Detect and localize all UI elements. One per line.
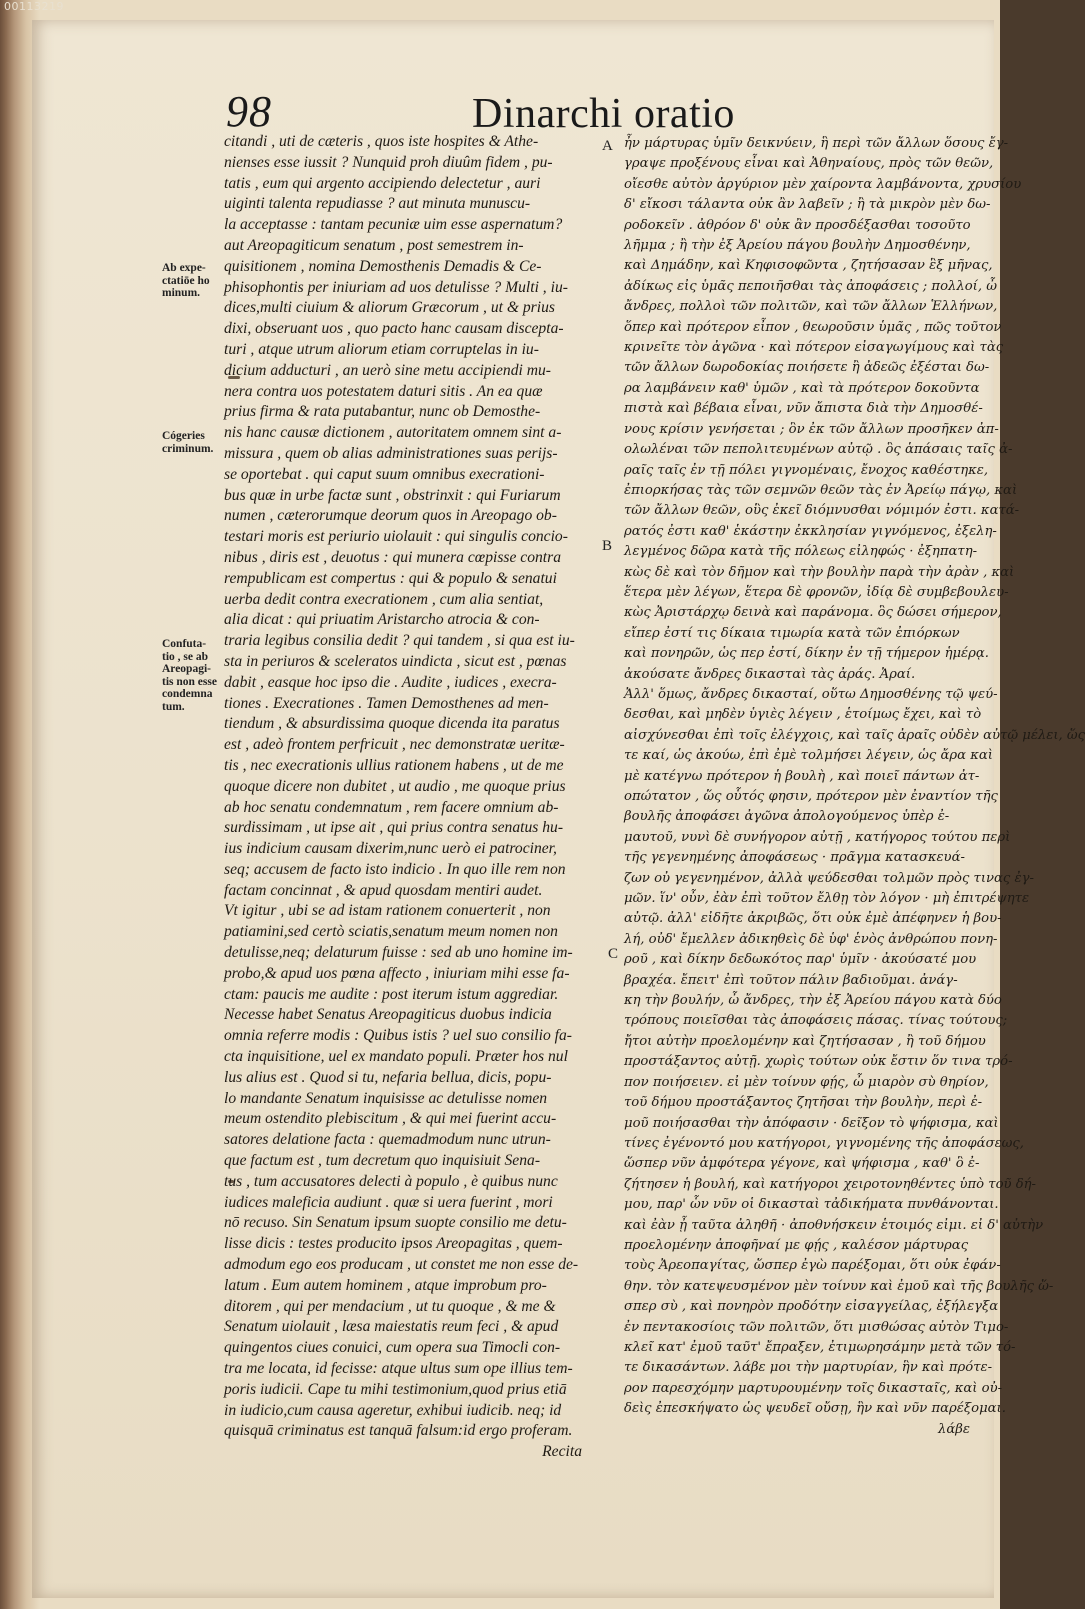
greek-text-line: πον ποιήσειεν. εἰ μὲν τοίνυν φῄς, ὦ μιαρὸν σὺ θηρίον, bbox=[624, 1074, 989, 1090]
greek-text-line: γραψε προξένους εἶναι καὶ Ἀθηναίους, πρὸς τῶν θεῶν, bbox=[624, 156, 994, 172]
greek-text-line: καὶ πονηρῶν, ὡς περ ἐστί, δίκην ἐν τῇ τήμερον ἡμέρᾳ. bbox=[624, 646, 989, 662]
greek-text-line: καὶ Δημάδην, καὶ Κηφισοφῶντα , ζητήσασαν ἓξ μῆνας, bbox=[624, 258, 993, 274]
book-page bbox=[32, 20, 1085, 1598]
greek-text-line: τῶν ἄλλων θεῶν, οὓς ἐκεῖ διόμνυσθαι νόμιμόν ἐστι. κατά- bbox=[624, 503, 1020, 519]
greek-text-line: δεσθαι, καὶ μηδὲν ὑγιὲς λέγειν , ἑτοίμως ἔχει, καὶ τὸ bbox=[624, 707, 982, 723]
greek-text-line: βραχέα. ἔπειτ' ἐπὶ τοῦτον πάλιν βαδιοῦμαι. ἀνάγ- bbox=[624, 972, 958, 988]
greek-text-line: εἴπερ ἐστί τις δίκαια τιμωρία κατὰ τῶν ἐπιόρκων bbox=[624, 625, 960, 641]
greek-text-line: οἴεσθε αὐτὸν ἀργύριον μὲν χαίροντα λαμβάνοντα, χρυσίου bbox=[624, 176, 1022, 192]
latin-catchword: Recita bbox=[542, 1443, 582, 1461]
latin-text-line: lus alius est . Quod si tu, nefaria bellua, dicis, popu- bbox=[224, 1068, 552, 1086]
greek-text-line: θην. τὸν κατεψευσμένον μὲν τοίνυν καὶ ἐμοῦ καὶ τῆς βουλῆς ὥ- bbox=[624, 1278, 1054, 1294]
latin-text-line: lisse dicis : testes producito ipsos Areopagitas , quem- bbox=[224, 1235, 563, 1253]
greek-text-line: ολωλέναι τῶν πεπολιτευμένων αὐτῷ . ὃς ἁπάσαις ταῖς ἀ- bbox=[624, 442, 1013, 458]
greek-text-line: ρα λαμβάνειν καθ' ὑμῶν , καὶ τὰ πρότερον δοκοῦντα bbox=[624, 380, 980, 396]
latin-text-line: ditorem , qui per mendacium , ut tu quoque , & me & bbox=[224, 1297, 556, 1315]
latin-text-line: que factum est , tum decretum quo inquisiuit Sena- bbox=[224, 1152, 541, 1170]
latin-text-line: uerba dedit contra execrationem , cum alia sentiat, bbox=[224, 590, 544, 608]
latin-text-line: in iudicio,cum causa ageretur, exhibui iudicib. neq; id bbox=[224, 1401, 562, 1419]
latin-text-line: rempublicam est compertus : qui & populo & senatui bbox=[224, 569, 557, 587]
latin-text-line: quingentos ciues conuici, cum opera sua Timocli con- bbox=[224, 1339, 561, 1357]
latin-text-line: admodum ego eos producam , ut constet me non esse de- bbox=[224, 1256, 579, 1274]
greek-text-line: τε δικασάντων. λάβε μοι τὴν μαρτυρίαν, ἣν καὶ πρότε- bbox=[624, 1360, 993, 1376]
latin-text-line: turi , atque utrum aliorum etiam corruptelas in iu- bbox=[224, 340, 539, 358]
latin-text-line: sta in periuros & sceleratos uindicta , sicut est , pœnas bbox=[224, 652, 567, 670]
greek-text-line: τε καί, ὡς ἀκούω, ἐπὶ ἐμὲ τολμήσει λέγειν, ὡς ἄρα καὶ bbox=[624, 748, 993, 764]
latin-text-line: seq; accusem de facto isto indicio . In quo ille rem non bbox=[224, 860, 566, 878]
greek-text-line: τῶν ἄλλων δωροδοκίας ποιήσετε ἢ ἀδεῶς ἐξέσται δω- bbox=[624, 360, 990, 376]
latin-text-line: tus , tum accusatores delecti à populo , è quibus nunc bbox=[224, 1172, 558, 1190]
margin-note-3: Confuta- tio , se ab Areopagi- tis non esse condemna tum. bbox=[162, 638, 217, 713]
running-head: Dinarchi oratio bbox=[472, 91, 735, 137]
greek-text-line: ὥσπερ νῦν ἀμφότερα γέγονε, καὶ ψήφισμα , καθ' ὃ ἐ- bbox=[624, 1156, 980, 1172]
greek-text-line: ζήτησεν ἡ βουλή, καὶ κατήγοροι χειροτονηθέντες ὑπὸ τοῦ δή- bbox=[624, 1176, 1037, 1192]
latin-text-line: factam concinnat , & apud quosdam mentiri audet. bbox=[224, 881, 543, 899]
latin-text-line: dabit , easque hoc ipso die . Audite , iudices , execra- bbox=[224, 673, 557, 691]
greek-text-line: ἐν πεντακοσίοις τῶν πολιτῶν, ὅτι μισθώσας αὐτὸν Τιμο- bbox=[624, 1319, 1009, 1335]
latin-text-line: la acceptasse : tantam pecuniæ uim esse aspernatum? bbox=[224, 216, 563, 234]
greek-text-line: κλεῖ κατ' ἐμοῦ ταῦτ' ἔπραξεν, ἐτιμωρησάμην μετὰ τῶν τό- bbox=[624, 1339, 1016, 1355]
greek-text-line: λεγμένος δῶρα κατὰ τῆς πόλεως εἰληφώς · ἐξηπατη- bbox=[624, 544, 978, 560]
greek-text-line: τοῦ δήμου προστάξαντος ζητῆσαι τὴν βουλὴν, περὶ ἐ- bbox=[624, 1095, 983, 1111]
latin-text-line: traria legibus consilia dedit ? qui tandem , si qua est iu- bbox=[224, 632, 575, 650]
section-letter-b: B bbox=[602, 538, 613, 554]
folio-number: 98 bbox=[226, 87, 272, 136]
greek-text-line: ροῦ , καὶ δίκην δεδωκότος παρ' ὑμῖν · ἀκούσατέ μου bbox=[624, 952, 977, 968]
greek-text-line: ἀδίκως εἰς ὑμᾶς πεποιῆσθαι τὰς ἀποφάσεις ; πολλοί, ὦ bbox=[624, 278, 997, 294]
latin-text-line: satores delatione facta : quemadmodum nunc utrun- bbox=[224, 1131, 551, 1149]
greek-text-line: ἦν μάρτυρας ὑμῖν δεικνύειν, ἣ περὶ τῶν ἄλλων ὅσους ἔγ- bbox=[624, 136, 1009, 151]
latin-text-line: Senatum uiolauit , læsa maiestatis reum feci , & apud bbox=[224, 1318, 559, 1336]
greek-text-column bbox=[624, 134, 1085, 1440]
greek-text-line: μοῦ ποιήσασθαι τὴν ἀπόφασιν · δεῖξον τὸ ψήφισμα, καὶ bbox=[624, 1115, 999, 1131]
greek-text-line: ὅπερ καὶ πρότερον εἶπον , θεωροῦσιν ὑμᾶς , πῶς τοῦτον bbox=[624, 319, 1002, 335]
margin-note-2: Cógeries criminum. bbox=[162, 430, 214, 455]
greek-text-line: ἐπιορκήσας τὰς τῶν σεμνῶν θεῶν τὰς ἐν Ἀρείῳ πάγῳ, καὶ bbox=[624, 482, 1018, 498]
greek-text-line: ἀκούσατε ἄνδρες δικασταὶ τὰς ἀράς. Ἀραί. bbox=[624, 666, 916, 682]
greek-text-line: κη τὴν βουλήν, ὦ ἄνδρες, τὴν ἐξ Ἀρείου πάγου κατὰ δύο bbox=[624, 993, 1002, 1009]
latin-text-line: tatis , eum qui argento accipiendo delectetur , auri bbox=[224, 174, 541, 192]
latin-text-line: missura , quem ob alias administrationes suas perijs- bbox=[224, 444, 558, 462]
latin-text-line: nis hanc causæ dictionem , autoritatem omnem sint a- bbox=[224, 424, 562, 442]
greek-text-line: βουλῆς ἀποφάσει ἀγῶνα ἀπολογούμενος ὑπὲρ ἐ- bbox=[624, 809, 950, 825]
greek-text-line: κρινεῖτε τὸν ἀγῶνα · καὶ πότερον εἰσαγωγίμους καὶ τὰς bbox=[624, 340, 1004, 356]
latin-text-line: citandi , uti de cæteris , quos iste hospites & Athe- bbox=[224, 133, 539, 150]
latin-text-line: tiones . Execrationes . Tamen Demosthenes ad men- bbox=[224, 694, 549, 712]
greek-text-line: μῶν. ἵν' οὖν, ἐὰν ἐπὶ τοῦτον ἔλθῃ τὸν λόγον · μὴ ἐπιτρέψητε bbox=[624, 891, 1030, 907]
scan-id: 00113219 bbox=[4, 0, 64, 13]
greek-text-line: ρον παρεσχόμην μαρτυρουμένην τοῖς δικασταῖς, καὶ οὐ- bbox=[624, 1380, 1003, 1396]
greek-text-line: λῆμμα ; ἢ τὴν ἐξ Ἀρείου πάγου βουλὴν Δημοσθένην, bbox=[624, 238, 971, 254]
latin-text-line: est , adeò frontem perfricuit , nec demonstratæ ueritæ- bbox=[224, 736, 565, 754]
latin-text-line: nō recuso. Sin Senatum ipsum suopte consilio me detu- bbox=[224, 1214, 567, 1232]
greek-text-line: ζων οὐ γεγενημένον, ἀλλὰ ψεύδεσθαι τολμῶν πρὸς τινας ἐγ- bbox=[624, 870, 1034, 886]
greek-text-line: Ἀλλ' ὅμως, ἄνδρες δικασταί, οὕτω Δημοσθένης τῷ ψεύ- bbox=[624, 686, 998, 702]
latin-text-line: iudices maleficia audiunt . quæ si uera fuerint , mori bbox=[224, 1193, 553, 1211]
greek-text-line: ἄνδρες, πολλοὶ τῶν πολιτῶν, καὶ τῶν ἄλλων Ἑλλήνων, bbox=[624, 299, 998, 315]
greek-text-line: ροδοκεῖν . ἀθρόον δ' οὐκ ἂν προσδέξασθαι τοσοῦτο bbox=[624, 217, 971, 233]
latin-text-line: poris iudicii. Cape tu mihi testimonium,quod prius etiā bbox=[224, 1380, 567, 1398]
latin-text-line: detulisse,neq; delaturum fuisse : sed ab uno homine im- bbox=[224, 944, 573, 962]
latin-text-line: testari moris est periurio uiolauit : qui singulis concio- bbox=[224, 528, 568, 546]
latin-text-line: Necesse habet Senatus Areopagiticus duobus indicia bbox=[224, 1006, 552, 1024]
latin-text-line: tiendum , & absurdissima quoque dicenda ita paratus bbox=[224, 715, 560, 733]
latin-text-line: nera contra uos potestatem daturi sitis . An ea quæ bbox=[224, 382, 543, 400]
section-letter-c: C bbox=[608, 946, 619, 962]
latin-text-line: alia dicat : qui priuatim Aristarcho atrocia & con- bbox=[224, 611, 540, 629]
greek-text-line: νους κρίσιν γενήσεται ; ὃν ἐκ τῶν ἄλλων προσῆκεν ἀπ- bbox=[624, 421, 999, 437]
latin-text-line: tra me locata, id fecisse: atque ultus sum ope illius tem- bbox=[224, 1360, 573, 1378]
greek-text-line: πιστὰ καὶ βέβαια εἶναι, νῦν ἄπιστα διὰ τὴν Δημοσθέ- bbox=[624, 401, 983, 417]
latin-text-line: meum ostendito plebiscitum , & qui mei fuerint accu- bbox=[224, 1110, 557, 1128]
greek-text-line: ἕτερα μὲν λέγων, ἕτερα δὲ φρονῶν, ἰδίᾳ δὲ συμβεβουλευ- bbox=[624, 584, 1009, 600]
section-letter-a: A bbox=[602, 138, 613, 154]
latin-text-line: ctam: paucis me audite : post iterum istum aggrediar. bbox=[224, 985, 559, 1003]
latin-text-line: dixi, obseruant uos , quo pacto hanc causam discepta- bbox=[224, 320, 564, 338]
greek-text-line: αἰσχύνεσθαι ἐπὶ τοῖς ἐλέγχοις, καὶ ταῖς ἀραῖς οὐδὲν αὐτῷ μέλει, ὥς bbox=[624, 727, 1085, 743]
greek-text-line: κὼς δὲ καὶ τὸν δῆμον καὶ τὴν βουλὴν παρὰ τὴν ἀρὰν , καὶ bbox=[624, 564, 1015, 580]
latin-text-line: tis , nec execrationis ullius rationem habens , ut de me bbox=[224, 756, 564, 774]
latin-text-line: phisophontis per iniuriam ad uos detulisse ? Multi , iu- bbox=[224, 278, 568, 296]
greek-text-line: λή, οὐδ' ἔμελλεν ἀδικηθεὶς δὲ ὑφ' ἑνὸς ἀνθρώπου πονη- bbox=[624, 931, 998, 947]
latin-text-line: numen , cæterorumque deorum quos in Areopago ob- bbox=[224, 507, 557, 525]
latin-text-line: dicium adducturi , an uerò sine metu accipiendi mu- bbox=[224, 361, 551, 379]
greek-text-line: μου, παρ' ὧν νῦν οἱ δικασταὶ τἀδικήματα πυνθάνονται. bbox=[624, 1197, 999, 1213]
latin-text-line: uiginti talenta repudiasse ? aut minuta munuscu- bbox=[224, 195, 531, 213]
greek-text-line: προελομένην ἀποφῆναί με φῄς , καλέσον μάρτυρας bbox=[624, 1237, 969, 1253]
greek-text-line: αὐτῷ. ἀλλ' εἰδῆτε ἀκριβῶς, ὅτι οὐκ ἐμὲ ἀπέφηνεν ἡ βου- bbox=[624, 911, 1002, 927]
greek-text-line: καὶ ἐὰν ᾖ ταῦτα ἀληθῆ · ἀποθνήσκειν ἑτοιμός εἰμι. εἰ δ' αὐτὴν bbox=[624, 1217, 1044, 1233]
greek-text-line: οπώτατον , ὥς οὗτός φησιν, πρότερον μὲν ἐναντίον τῆς bbox=[624, 789, 998, 804]
latin-text-line: quoque dicere non dubitet , ut audio , me quoque prius bbox=[224, 777, 566, 795]
latin-text-line: probo,& apud uos pœna affecto , iniuriam mihi esse fa- bbox=[224, 964, 570, 982]
margin-note-1: Ab expe- ctatiōe ho minum. bbox=[162, 262, 210, 299]
latin-text-line: bus quæ in urbe factæ sunt , obstrinxit : qui Furiarum bbox=[224, 486, 561, 504]
latin-text-line: latum . Eum autem hominem , atque improbum pro- bbox=[224, 1276, 547, 1294]
greek-text-line: τίνες ἐγένοντό μου κατήγοροι, γιγνομένης τῆς ἀποφάσεως, bbox=[624, 1135, 1024, 1151]
latin-text-line: prius firma & rata putabantur, nunc ob Demosthe- bbox=[224, 403, 541, 421]
greek-text-line: ἤτοι αὐτὴν προελομένην καὶ ζητήσασαν , ἢ τοῦ δήμου bbox=[624, 1033, 986, 1049]
latin-text-line: cta inquisitione, uel ex mandato populi. Præter hos nul bbox=[224, 1048, 568, 1066]
latin-text-line: nibus , diris est , deuotus : qui munera cœpisse contra bbox=[224, 548, 561, 566]
greek-text-line: ραῖς ταῖς ἐν τῇ πόλει γιγνομέναις, ἔνοχος καθέστηκε, bbox=[624, 462, 989, 478]
greek-text-line: ρατός ἐστι καθ' ἑκάστην ἐκκλησίαν γιγνόμενος, ἐξελη- bbox=[624, 523, 997, 539]
latin-text-line: quisitionem , nomina Demosthenis Demadis & Ce- bbox=[224, 257, 542, 275]
latin-text-line: se oportebat . qui caput suum omnibus execrationi- bbox=[224, 465, 545, 483]
latin-text-line: aut Areopagiticum senatum , post semestrem in- bbox=[224, 236, 524, 254]
latin-text-line: patiamini,sed certò sciatis,senatum meum nomen non bbox=[224, 923, 558, 941]
latin-text-line: nienses esse iussit ? Nunquid proh diuûm fidem , pu- bbox=[224, 153, 553, 171]
latin-text-line: ius indicium causam dixerim,nunc uerò ei patrociner, bbox=[224, 840, 557, 858]
greek-text-line: δεὶς ἐπεσκήψατο ὡς ψευδεῖ οὔσῃ, ἣν καὶ νῦν παρέξομαι. bbox=[624, 1401, 1006, 1417]
greek-text-line: τρόπους ποιεῖσθαι τὰς ἀποφάσεις πάσας. τίνας τούτους; bbox=[624, 1013, 1008, 1029]
latin-text-column bbox=[224, 132, 612, 1463]
greek-text-line: σπερ σὺ , καὶ πονηρὸν προδότην εἰσαγγείλας, ἐξήλεγξα bbox=[624, 1299, 999, 1315]
latin-text-line: Vt igitur , ubi se ad istam rationem conuerterit , non bbox=[224, 902, 551, 920]
greek-text-line: δ' εἴκοσι τάλαντα οὐκ ἂν λαβεῖν ; ἢ τὰ μικρὸν μὲν δω- bbox=[624, 197, 991, 213]
greek-catchword: λάβε bbox=[938, 1421, 970, 1437]
greek-text-line: κὼς Ἀριστάρχῳ δεινὰ καὶ παράνομα. ὃς δώσει σήμερον, bbox=[624, 605, 1002, 621]
latin-text-line: quisquā criminatus est tanquā falsum:id ergo proferam. bbox=[224, 1422, 573, 1440]
latin-text-line: lo mandante Senatum inquisisse ac detulisse nomen bbox=[224, 1089, 548, 1107]
greek-text-line: προστάξαντος αὐτῇ. χωρὶς τούτων οὐκ ἔστιν ὅν τινα τρό- bbox=[624, 1054, 1013, 1070]
greek-text-line: τοὺς Ἀρεοπαγίτας, ὥσπερ ἐγὼ παρέξομαι, ὅτι οὐκ ἐφάν- bbox=[624, 1258, 1001, 1274]
latin-text-line: omnia referre modis : Quibus istis ? uel suo consilio fa- bbox=[224, 1027, 572, 1045]
latin-text-line: surdissimam , ut ipse ait , qui prius contra senatus hu- bbox=[224, 819, 564, 837]
greek-text-line: τῆς γεγενημένης ἀποφάσεως · πρᾶγμα κατασκευά- bbox=[624, 850, 965, 866]
greek-text-line: μαυτοῦ, νυνὶ δὲ συνήγορον αὐτῇ , κατήγορος τούτου περὶ bbox=[624, 829, 1011, 845]
greek-text-line: μὲ κατέγνω πρότερον ἡ βουλὴ , καὶ ποιεῖ πάντων ἀτ- bbox=[624, 768, 980, 784]
latin-text-line: ab hoc senatu condemnatum , rem facere omnium ab- bbox=[224, 798, 559, 816]
latin-text-line: dices,multi ciuium & aliorum Græcorum , ut & prius bbox=[224, 299, 555, 317]
